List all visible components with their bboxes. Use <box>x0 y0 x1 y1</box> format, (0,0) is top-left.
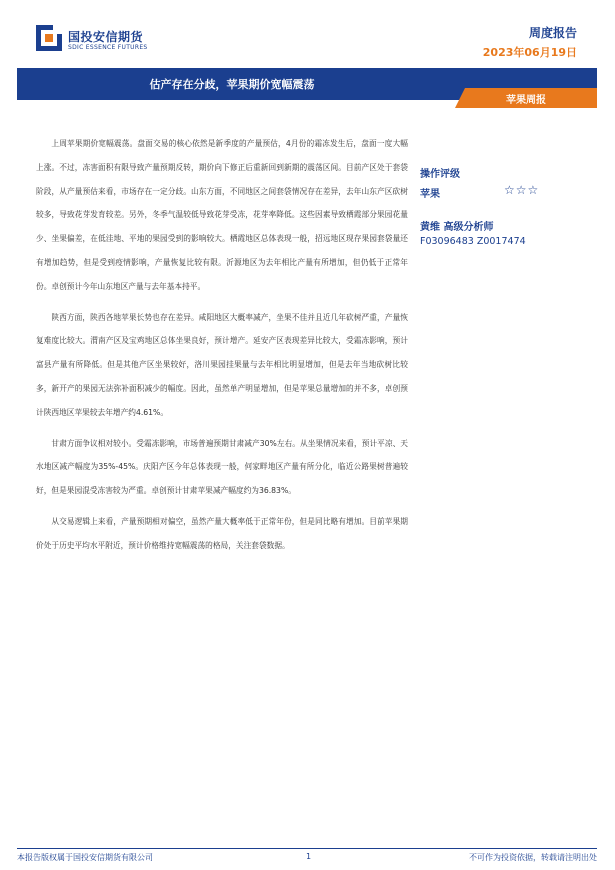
body-paragraph: 甘肃方面争议相对较小。受霜冻影响，市场普遍预期甘肃减产30%左右。从坐果情况来看，预计平凉、天水地区减产幅度为35%-45%。庆阳产区今年总体表现一般，何家畔地区产量有所分化，临近公路果树普遍较好，但是果园混受冻害较为严重。卓创预计甘肃苹果减产幅度约为36.83%。 <box>36 438 408 496</box>
rating-product: 苹果 <box>420 189 440 200</box>
rating-label: 操作评级 <box>420 169 460 180</box>
company-logo-icon <box>36 25 62 51</box>
body-paragraph: 从交易逻辑上来看，产量预期相对偏空，虽然产量大概率低于正常年份，但是同比略有增加。目前苹果期价处于历史平均水平附近，预计价格维持宽幅震荡的格局，关注套袋数据。 <box>36 516 408 550</box>
company-name: 国投安信期货 <box>68 30 144 44</box>
footer-copyright: 本报告版权属于国投安信期货有限公司 <box>17 853 153 862</box>
footer-divider <box>17 848 597 849</box>
report-date: 2023年06月19日 <box>482 46 577 59</box>
analyst-license: F03096483 Z0017474 <box>420 236 526 247</box>
report-type: 周度报告 <box>528 26 577 40</box>
page-number: 1 <box>306 852 312 861</box>
rating-row <box>420 183 590 203</box>
company-name-en: SDIC ESSENCE FUTURES <box>68 44 148 51</box>
report-title: 估产存在分歧，苹果期价宽幅震荡 <box>149 78 315 91</box>
report-category-tag: 苹果周报 <box>506 95 546 106</box>
title-banner <box>17 68 597 106</box>
body-paragraph: 陕西方面，陕西各地苹果长势也存在差异。咸阳地区大概率减产，坐果不佳并且近几年砍树严重，产量恢复难度比较大。渭南产区及宝鸡地区总体坐果良好，预计增产。延安产区表现差异比较大，受霜冻影响，预计富县产量有所降低。但是其他产区坐果较好，洛川果园挂果量与去年相比明显增加，但是去年当地砍树比较多，新开产的果园无法弥补面积减少的幅度。因此，虽然单产明显增加，但是苹果总量增加的并不多，卓创预计陕西地区苹果较去年增产约4.61%。 <box>36 312 408 417</box>
body-paragraph: 上周苹果期价宽幅震荡。盘面交易的核心依然是新季度的产量预估，4月份的霜冻发生后，盘面一度大幅上涨。不过，冻害面积有限导致产量预期反转，期价向下修正后重新回到新期的震荡区间。目前产区处于套袋阶段，从产量预估来看，市场存在一定分歧。山东方面，不同地区之间套袋情况存在差异，去年山东产区砍树较多，导致花芽发育较差。另外，冬季气温较低导致花芽受冻，花芽率降低。这些因素导致栖霞部分果园花量少、坐果偏差，在低洼地、平地的果园受到的影响较大。栖霞地区总体表现一般，招远地区现存果园套袋量还有增加趋势，但是受到疫情影响，产量恢复比较有限。沂源地区为去年相比产量有所增加，但仍低于正常年份。卓创预计今年山东地区产量与去年基本持平。 <box>36 139 408 291</box>
star-icon: ☆☆☆ <box>504 183 540 197</box>
footer-disclaimer: 不可作为投资依据，转载请注明出处 <box>469 853 597 862</box>
page-header <box>0 0 615 60</box>
analyst-name: 黄维 高级分析师 <box>420 222 494 233</box>
report-body <box>36 132 408 565</box>
sidebar <box>420 165 590 247</box>
